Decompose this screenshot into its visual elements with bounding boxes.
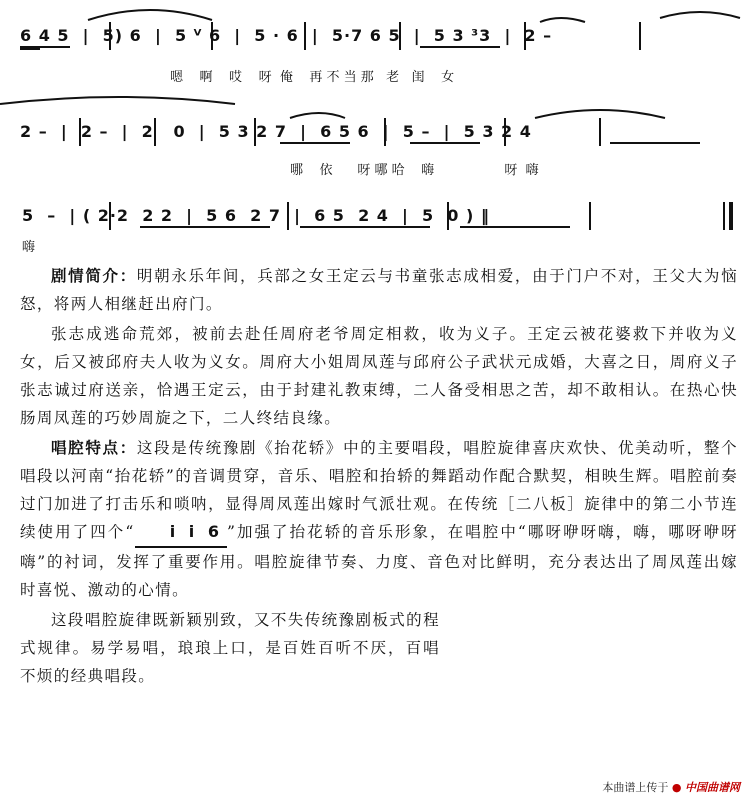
plot-label: 剧情简介： [51,267,137,285]
score-line-2: 2 – | 2 – | 2 0 | 5 3 2 7 | 6 5 6 | 5 – | 5 3 2 4 [20,122,532,141]
singing-text-1a: 这段是传统豫剧《抬花轿》中的主要唱段，唱腔旋律喜庆欢快、优美动听，整个唱段以河南“抬花轿”的音调贯穿，音乐、唱腔和抬轿的舞蹈动作配合默契，相映生辉。唱腔前奏过门加进了打击乐和唢呐，显得周凤莲出嫁时气派壮观。在传统［二八板］旋律中的第二小节连续使用了四个“ [20,439,738,541]
singing-label: 唱腔特点： [51,439,137,457]
score-lyrics-2: 哪 依 呀 哪 哈 嗨 呀 嗨 [290,163,539,178]
singing-paragraph-2: 这段唱腔旋律既新颖别致，又不失传统豫剧板式的程式规律。易学易唱，琅琅上口，是百姓百听不厌，百唱不烦的经典唱段。 [20,611,440,685]
plot-paragraph-2: 张志成逃命荒郊，被前去赴任周府老爷周定相救，收为义子。王定云被花婆救下并收为义女，后又被邱府夫人收为义女。周府大小姐周凤莲与邱府公子武状元成婚，大喜之日，周府义子张志诚过府送亲，恰遇王定云，由于封建礼教束缚，二人备受相思之苦，却不敢相认。在热心快肠周凤莲的巧妙周旋之下，二人终结良缘。 [20,325,738,427]
plot-paragraph-1 [20,262,738,318]
footer-site: 中国曲谱网 [685,781,740,794]
score-lyrics-3: 嗨 [22,240,36,255]
footer-text: 本曲谱上传于 [602,781,669,794]
singing-paragraph-1a [20,434,738,604]
score-lyrics-1: 嗯 啊 哎 呀 俺 再 不 当 那 老 闺 女 [170,70,455,85]
score-line-3: 5 – | ( 2·2 2 2 | 5 6 2 7 | 6 5 2 4 | 5 0 ) ‖ [22,206,490,225]
plot-text-1: 明朝永乐年间，兵部之女王定云与书童张志成相爱，由于门户不对，王父大为恼怒，将两人相继赶出府门。 [20,267,738,313]
footer-credit [602,779,740,795]
score-line-1: 6 4 5 | 5) 6 | 5 ⱽ 6 | 5 · 6 | 5·7 6 5 | 5 3 ³3 | 2 – [20,26,553,45]
site-logo-icon: ● [671,781,682,794]
inline-notes: i i 6 [135,518,227,548]
text-body [20,262,738,692]
singing-text-1b: ”加强了抬花轿的音乐形象，在唱腔中“哪呀咿呀嗨，嗨，哪呀咿呀嗨”的衬词，发挥了重要作用。唱腔旋律节奏、力度、音色对比鲜明，充分表达出了周凤莲出嫁时喜悦、激动的心情。 [20,523,738,599]
jianpu-score [0,0,750,260]
